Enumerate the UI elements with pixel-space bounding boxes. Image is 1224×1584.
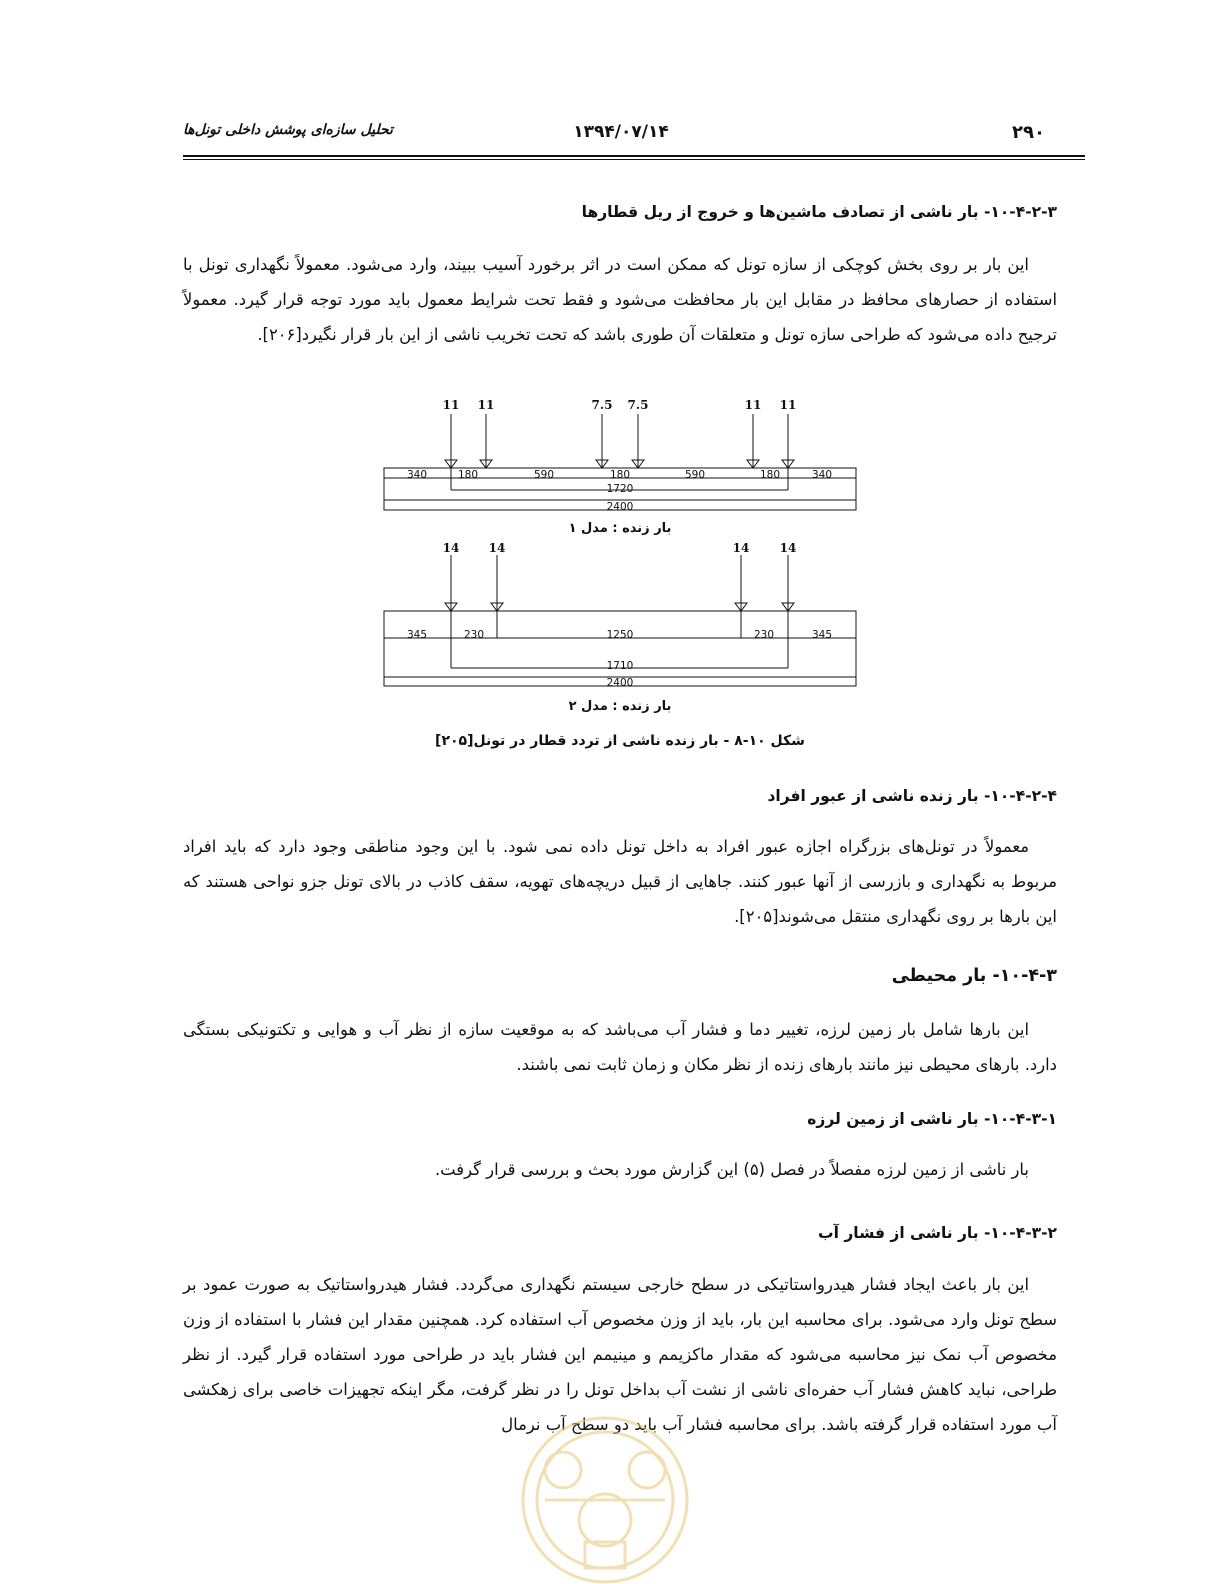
model1-load: 11 [477,398,495,412]
section-heading-water-pressure: ۱۰-۴-۳-۲- بار ناشی از فشار آب [818,1224,1057,1242]
model1-load: 11 [442,398,460,412]
model2-total: 2400 [606,677,634,689]
model2-segment: 345 [406,629,428,641]
model2-load: 14 [442,541,460,555]
model2-load: 14 [732,541,750,555]
header-rule-thin [183,159,1085,160]
section-heading-environmental-load: ۱۰-۴-۳- بار محیطی [891,966,1057,986]
model2-segment: 345 [811,629,833,641]
header-date: ۱۳۹۴/۰۷/۱۴ [573,122,669,142]
model2-load: 14 [779,541,797,555]
model2-inner-span: 1710 [606,660,634,672]
model1-segment: 180 [759,469,781,481]
model1-inner-span: 1720 [606,483,634,495]
model2-segment: 230 [463,629,485,641]
live-load-diagram [370,392,870,722]
model1-load: 7.5 [591,398,613,412]
section-heading-pedestrian-load: ۱۰-۴-۲-۴- بار زنده ناشی از عبور افراد [767,787,1057,805]
model1-segment: 340 [406,469,428,481]
paragraph-pedestrian-load: معمولاً در تونل‌های بزرگراه اجازه عبور افراد به داخل تونل داده نمی شود. با این وجود مناطقی وجود دارد که باید افراد مربوط به نگهداری و بازرسی از آنها عبور کنند. جاهایی از قبیل دریچه‌های تهویه، سقف کاذب در بالای تونل جزو نواحی هستند که این بارها بر روی نگهداری منتقل می‌شوند[۲۰۵]. [183,837,1057,926]
watermark-stamp-icon [485,1400,725,1584]
model1-segment: 180 [609,469,631,481]
model1-segment: 340 [811,469,833,481]
model1-label: بار زنده : مدل ۱ [568,521,672,536]
figure-caption: شکل ۱۰-۸ - بار زنده ناشی از تردد قطار در تونل[۲۰۵] [435,733,805,749]
page-number: ۲۹۰ [1012,122,1045,143]
header-rule [183,155,1085,157]
model1-load: 11 [744,398,762,412]
model1-segment: 590 [684,469,706,481]
section-heading-earthquake-load: ۱۰-۴-۳-۱- بار ناشی از زمین لرزه [807,1110,1057,1128]
model2-segment: 230 [753,629,775,641]
section-heading-accident-load: ۱۰-۴-۲-۳- بار ناشی از تصادف ماشین‌ها و خروج از ریل قطارها [581,203,1057,221]
paragraph-accident-load: این بار بر روی بخش کوچکی از سازه تونل که ممکن است در اثر برخورد آسیب ببیند، وارد می‌شود. معمولاً نگهداری تونل با استفاده از حصارهای محافظ در مقابل این بار محافظت می‌شود و فقط تحت شرایط معمول باید مورد توجه قرار گیرد. معمولاً ترجیح داده می‌شود که طراحی سازه تونل و متعلقات آن طوری باشد که تحت تخریب ناشی از این بار قرار نگیرد[۲۰۶]. [183,255,1057,344]
paragraph-water-pressure: این بار باعث ایجاد فشار هیدرواستاتیکی در سطح خارجی سیستم نگهداری می‌گردد. فشار هیدرواستاتیک به صورت عمود بر سطح تونل وارد می‌شود. برای محاسبه این بار، باید از وزن مخصوص آب استفاده کرد. همچنین مقدار این فشار با استفاده از وزن مخصوص آب نمک نیز محاسبه می‌شود که مقدار ماکزیمم و مینیمم این فشار باید در طراحی مورد استفاده قرار گیرد. از نظر طراحی، نباید کاهش فشار آب حفره‌ای ناشی از نشت آب بداخل تونل را در نظر گرفت، مگر اینکه تجهیزات خاصی برای زهکشی آب مورد استفاده قرار گرفته باشد. برای محاسبه فشار آب باید دو سطح آب نرمال [183,1275,1057,1434]
model1-load: 7.5 [627,398,649,412]
model2-segment: 1250 [606,629,634,641]
page-header [183,118,1059,148]
model2-load: 14 [488,541,506,555]
paragraph-environmental-load: این بارها شامل بار زمین لرزه، تغییر دما و فشار آب می‌باشد که به موقعیت سازه از نظر آب و هوایی و تکتونیکی بستگی دارد. بارهای محیطی نیز مانند بارهای زنده از نظر مکان و زمان ثابت نمی باشند. [183,1020,1057,1074]
paragraph-earthquake-load: بار ناشی از زمین لرزه مفصلاً در فصل (۵) این گزارش مورد بحث و بررسی قرار گرفت. [434,1160,1029,1179]
model2-label: بار زنده : مدل ۲ [568,699,672,714]
model1-segment: 180 [457,469,479,481]
model1-load: 11 [779,398,797,412]
model1-segment: 590 [533,469,555,481]
model1-total: 2400 [606,501,634,513]
book-title: تحلیل سازه‌ای پوشش داخلی تونل‌ها [183,122,393,138]
